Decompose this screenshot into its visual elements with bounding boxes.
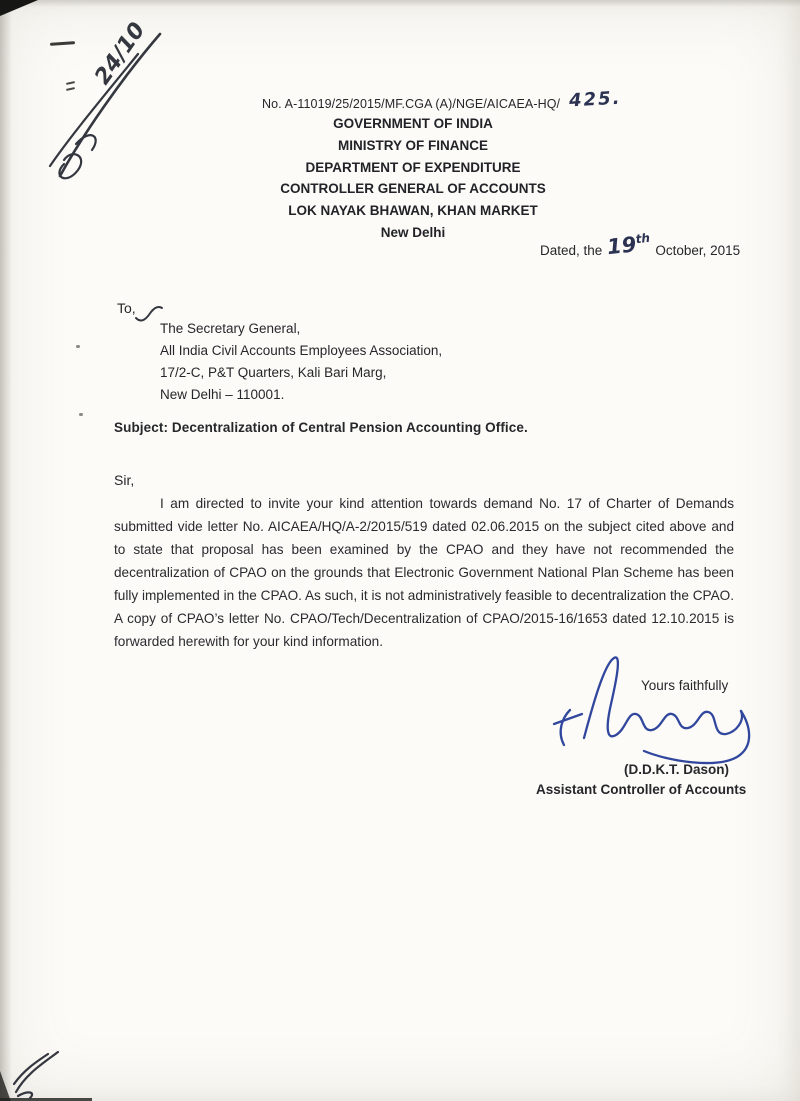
scan-speck xyxy=(76,345,80,348)
signature-main-stroke xyxy=(584,657,742,738)
handwritten-reference-number: 425. xyxy=(568,87,622,112)
closing-phrase: Yours faithfully xyxy=(641,678,729,693)
recipient-line: New Delhi – 110001. xyxy=(160,387,285,402)
scan-top-edge-shadow xyxy=(0,0,800,7)
handwritten-bottom-scribble xyxy=(8,1040,72,1100)
signatory-name: (D.D.K.T. Dason) xyxy=(624,762,730,777)
date-line xyxy=(540,230,741,260)
to-label: To, xyxy=(117,300,136,316)
signature-flourish-stroke xyxy=(644,711,749,763)
letterhead xyxy=(13,113,800,244)
org-line-department: DEPARTMENT OF EXPENDITURE xyxy=(305,159,521,175)
scan-speck xyxy=(79,413,83,416)
date-rest: October, 2015 xyxy=(655,243,741,258)
org-line-ministry: MINISTRY OF FINANCE xyxy=(337,137,488,153)
recipient-line: The Secretary General, xyxy=(160,321,301,336)
handwritten-corner-date: 24/10 xyxy=(90,18,151,90)
signatory-title: Assistant Controller of Accounts xyxy=(536,782,747,797)
scan-left-edge-shadow xyxy=(0,0,12,1101)
signature-initial-stroke xyxy=(554,710,582,745)
org-line-city: New Delhi xyxy=(380,224,446,240)
reference-number-line xyxy=(262,87,622,113)
handwritten-signature xyxy=(548,648,760,770)
subject-line: Subject: Decentralization of Central Pension Accounting Office. xyxy=(114,420,528,435)
scan-corner-artifact-top-left xyxy=(0,0,38,16)
reference-number-typed: No. A-11019/25/2015/MF.CGA (A)/NGE/AICAEA-HQ/ xyxy=(262,97,561,111)
org-line-address: LOK NAYAK BHAWAN, KHAN MARKET xyxy=(288,203,538,219)
date-prefix: Dated, the xyxy=(540,243,603,258)
recipient-address-block xyxy=(160,318,442,406)
handwritten-date-day: 19th xyxy=(605,230,651,260)
recipient-line: 17/2-C, P&T Quarters, Kali Bari Marg, xyxy=(160,365,387,380)
salutation: Sir, xyxy=(114,472,135,488)
letter-body-paragraph: I am directed to invite your kind attention towards demand No. 17 of Charter of Demands submitted vide letter No. AICAEA/HQ/A-2/2015/519 dated 02.06.2015 on the subject cited above and to state that proposal has been examined by the CPAO and they have not recommended the decentralization of CPAO on the grounds that Electronic Government National Plan Scheme has been fully implemented in the CPAO. As such, it is not administratively feasible to decentralization the CPAO. A copy of CPAO’s letter No. CPAO/Tech/Decentralization of CPAO/2015-16/1653 dated 12.10.2015 is forwarded herewith for your kind information. xyxy=(114,496,734,649)
recipient-line: All India Civil Accounts Employees Association, xyxy=(160,343,443,358)
org-line-controller: CONTROLLER GENERAL OF ACCOUNTS xyxy=(280,181,546,197)
org-line-government: GOVERNMENT OF INDIA xyxy=(333,116,493,131)
